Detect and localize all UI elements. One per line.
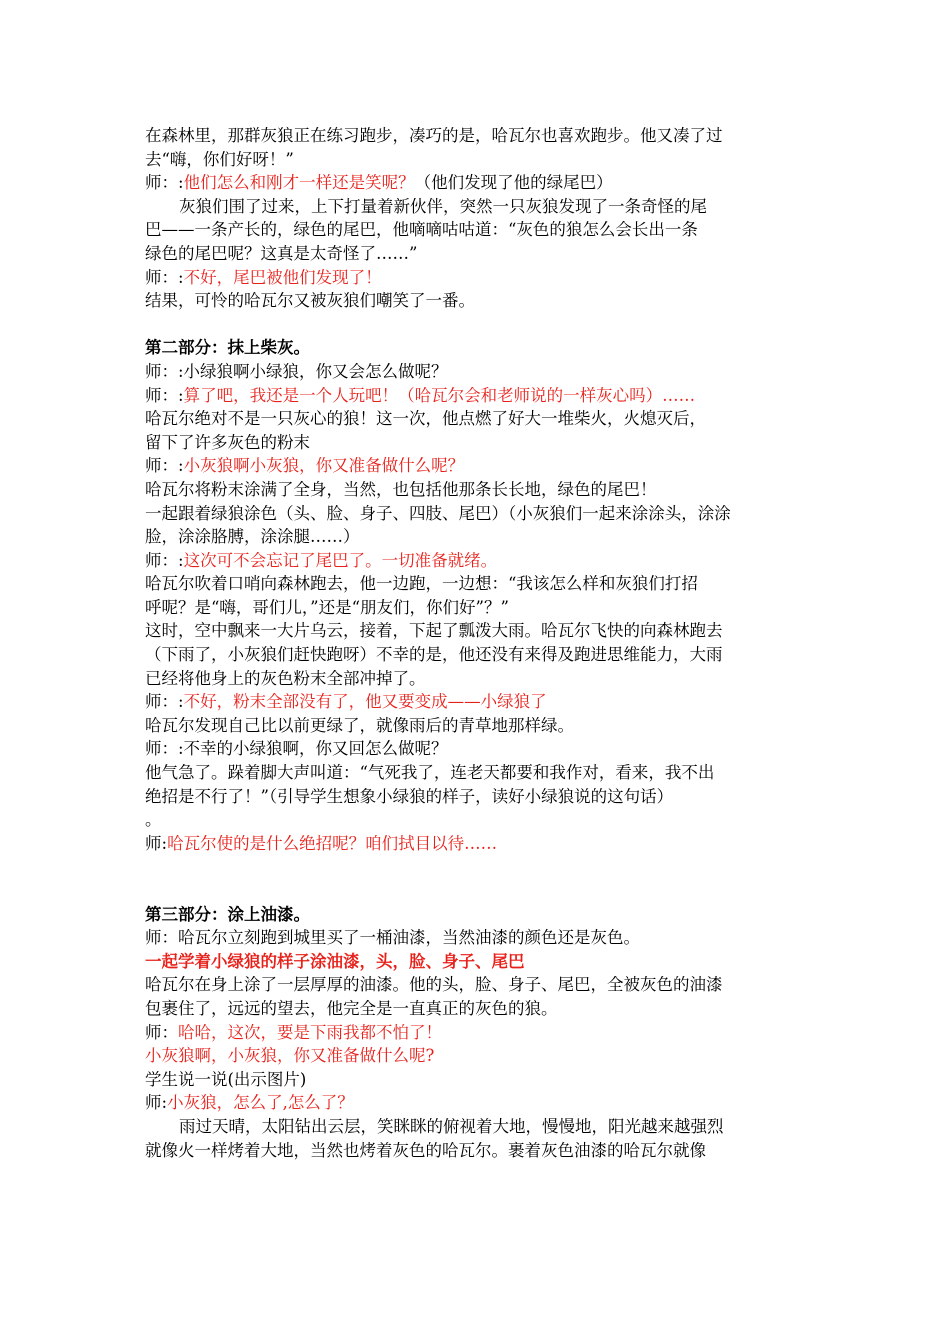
text-line <box>145 148 810 172</box>
text-line <box>145 1091 810 1115</box>
text-line <box>145 360 810 384</box>
text-line <box>145 407 810 431</box>
paragraph-text: （下雨了，小灰狼们赶快跑呀）不幸的是，他还没有来得及跑进思维能力，大雨 <box>145 645 723 665</box>
teacher-prompt-red: 这次可不会忘记了尾巴了。一切准备就绪。 <box>183 550 498 570</box>
paragraph-text: 师：哈瓦尔立刻跑到城里买了一桶油漆，当然油漆的颜色还是灰色。 <box>145 928 640 948</box>
paragraph-text: 哈瓦尔吹着口哨向森林跑去，他一边跑，一边想：“我该怎么样和灰狼们打招 <box>145 574 698 594</box>
text-line <box>145 195 810 219</box>
text-line <box>145 572 810 596</box>
teacher-prompt-red: 不好，粉末全部没有了，他又要变成——小绿狼了 <box>183 692 547 712</box>
paragraph-text: 包裹住了，远远的望去，他完全是一直真正的灰色的狼。 <box>145 998 558 1018</box>
paragraph-text: 哈瓦尔绝对不是一只灰心的狼！这一次，他点燃了好大一堆柴火，火熄灭后， <box>145 409 706 429</box>
teacher-prompt-red: 小灰狼，怎么了,怎么了？ <box>167 1093 354 1113</box>
text-line <box>145 1139 810 1163</box>
paragraph-text: 留下了许多灰色的粉末 <box>145 432 310 452</box>
paragraph-text: 巴——一条产长的，绿色的尾巴，他嘀嘀咕咕道：“灰色的狼怎么会长出一条 <box>145 220 698 240</box>
text-line <box>145 1044 810 1068</box>
paragraph-text: 师：:小绿狼啊小绿狼，你又会怎么做呢？ <box>145 361 448 381</box>
text-line <box>145 619 810 643</box>
paragraph-text: 雨过天晴，太阳钻出云层，笑眯眯的俯视着大地，慢慢地，阳光越来越强烈 <box>179 1116 724 1136</box>
text-line <box>145 667 810 691</box>
text-line <box>145 926 810 950</box>
teacher-prompt-red: 哈哈，这次，要是下雨我都不怕了！ <box>178 1022 442 1042</box>
speaker-prefix: 师：: <box>145 692 184 712</box>
text-line <box>145 218 810 242</box>
text-line <box>145 950 810 974</box>
paragraph-text: 绿色的尾巴呢？这真是太奇怪了……” <box>145 243 418 263</box>
paragraph-text: 呼呢？是“嗨，哥们儿，”还是“朋友们，你们好”？” <box>145 597 509 617</box>
teacher-prompt-red: 小灰狼啊小灰狼，你又准备做什么呢？ <box>183 456 465 476</box>
paragraph-text: 一起跟着绿狼涂色（头、脸、身子、四肢、尾巴）（小灰狼们一起来涂涂头，涂涂 <box>145 503 731 523</box>
text-line <box>145 171 810 195</box>
paragraph-text: 结果，可怜的哈瓦尔又被灰狼们嘲笑了一番。 <box>145 291 475 311</box>
teacher-prompt-red: 他们怎么和刚才一样还是笑呢？ <box>183 173 415 193</box>
text-line <box>145 737 810 761</box>
speaker-prefix: 师: <box>145 1093 168 1113</box>
speaker-prefix: 师: <box>145 833 168 853</box>
section-heading <box>145 903 810 927</box>
text-line <box>145 289 810 313</box>
text-line <box>145 832 810 856</box>
speaker-prefix: 师：: <box>145 267 184 287</box>
teacher-prompt-red: 哈瓦尔使的是什么绝招呢？咱们拭目以待…… <box>167 833 498 853</box>
text-line <box>145 242 810 266</box>
text-line <box>145 997 810 1021</box>
teacher-prompt-red: 小灰狼啊，小灰狼，你又准备做什么呢? <box>145 1046 435 1066</box>
text-line <box>145 690 810 714</box>
text-line <box>145 502 810 526</box>
speaker-prefix: 师： <box>145 1022 178 1042</box>
text-line <box>145 266 810 290</box>
text-line <box>145 808 810 832</box>
paragraph-text: 就像火一样烤着大地，当然也烤着灰色的哈瓦尔。裹着灰色油漆的哈瓦尔就像 <box>145 1140 706 1160</box>
paragraph-text: 。 <box>145 810 162 830</box>
text-line <box>145 1068 810 1092</box>
paragraph-text: 他气急了。跺着脚大声叫道：“气死我了，连老天都要和我作对，看来，我不出 <box>145 763 715 783</box>
text-line <box>145 478 810 502</box>
paragraph-text: 去“嗨，你们好呀！” <box>145 149 294 169</box>
paragraph-text: 这时，空中飘来一大片乌云，接着，下起了瓢泼大雨。哈瓦尔飞快的向森林跑去 <box>145 621 723 641</box>
text-line <box>145 596 810 620</box>
speaker-prefix: 师：: <box>145 456 184 476</box>
section-heading-text: 第三部分：涂上油漆。 <box>145 904 310 924</box>
speaker-prefix: 师：: <box>145 385 184 405</box>
blank-line <box>145 855 810 902</box>
speaker-prefix: 师：: <box>145 173 184 193</box>
text-line <box>145 1115 810 1139</box>
stage-note: （他们发现了他的绿尾巴） <box>414 173 613 193</box>
text-line <box>145 384 810 408</box>
document-page <box>145 124 810 1162</box>
paragraph-text: 在森林里，那群灰狼正在练习跑步，凑巧的是，哈瓦尔也喜欢跑步。他又凑了过 <box>145 126 723 145</box>
paragraph-text: 哈瓦尔在身上涂了一层厚厚的油漆。他的头，脸、身子、尾巴，全被灰色的油漆 <box>145 975 723 995</box>
paragraph-text: 灰狼们围了过来，上下打量着新伙伴，突然一只灰狼发现了一条奇怪的尾 <box>179 196 707 216</box>
section-heading <box>145 336 810 360</box>
text-line <box>145 525 810 549</box>
section-heading-text: 第二部分：抹上柴灰。 <box>145 338 310 358</box>
text-line <box>145 973 810 997</box>
speaker-prefix: 师：: <box>145 550 184 570</box>
text-line <box>145 549 810 573</box>
paragraph-text: 脸，涂涂胳膊，涂涂腿……） <box>145 527 360 547</box>
text-line <box>145 1021 810 1045</box>
text-line <box>145 761 810 785</box>
text-line <box>145 785 810 809</box>
text-line <box>145 643 810 667</box>
paragraph-text: 已经将他身上的灰色粉末全部冲掉了。 <box>145 668 426 688</box>
paragraph-text: 哈瓦尔发现自己比以前更绿了，就像雨后的青草地那样绿。 <box>145 715 574 735</box>
paragraph-text: 师：:不幸的小绿狼啊，你又回怎么做呢？ <box>145 739 448 759</box>
text-line <box>145 454 810 478</box>
blank-line <box>145 313 810 337</box>
text-line <box>145 124 810 148</box>
text-line <box>145 431 810 455</box>
teacher-prompt-red: 不好，尾巴被他们发现了！ <box>183 267 382 287</box>
teacher-prompt-red: 算了吧，我还是一个人玩吧！（哈瓦尔会和老师说的一样灰心吗）…… <box>183 385 696 405</box>
paragraph-text: 哈瓦尔将粉末涂满了全身，当然，也包括他那条长长地，绿色的尾巴！ <box>145 479 657 499</box>
activity-instruction-red: 一起学着小绿狼的样子涂油漆，头，脸、身子、尾巴 <box>145 951 525 971</box>
paragraph-text: 绝招是不行了！”（引导学生想象小绿狼的样子，读好小绿狼说的这句话） <box>145 786 674 806</box>
paragraph-text: 学生说一说(出示图片) <box>145 1069 307 1089</box>
text-line <box>145 714 810 738</box>
